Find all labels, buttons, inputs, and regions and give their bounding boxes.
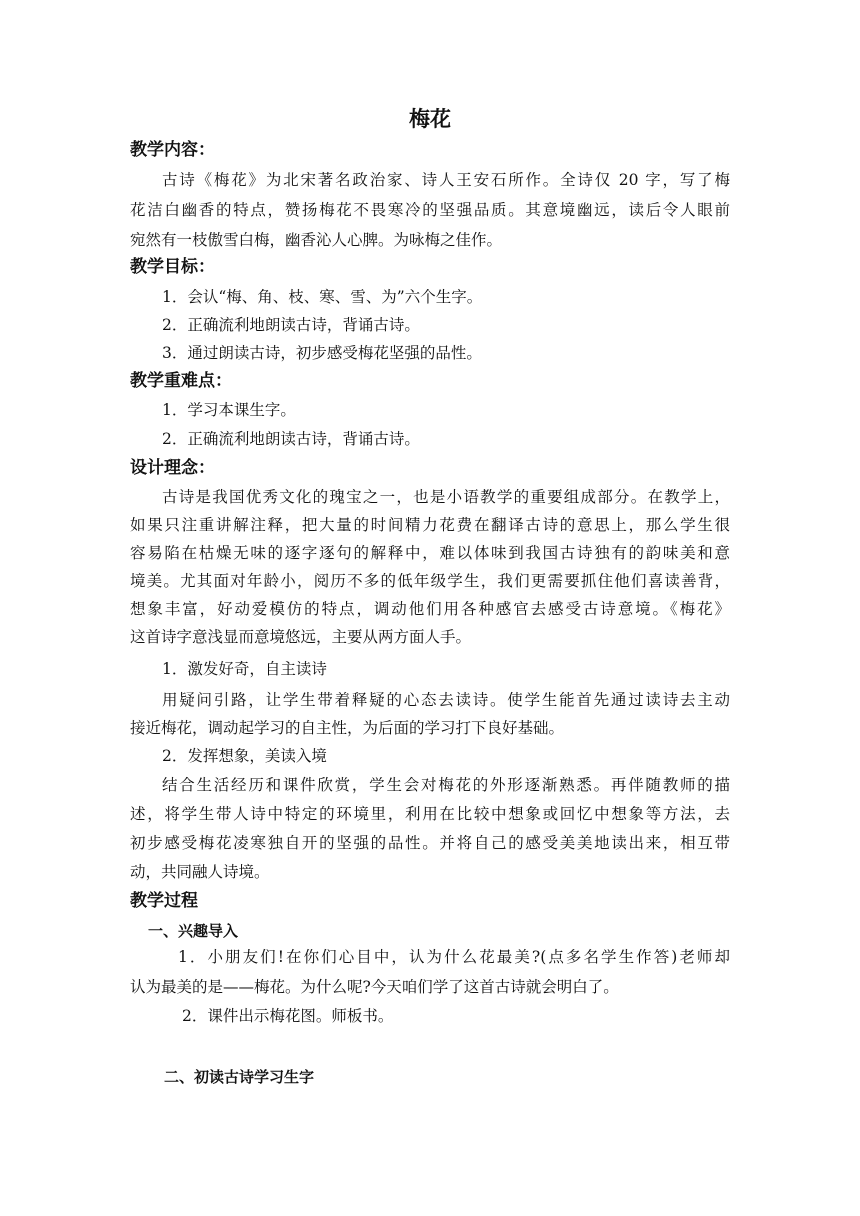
list-item: 2．正确流利地朗读古诗，背诵古诗。 xyxy=(162,430,420,448)
paragraph-line: 想象丰富，好动爱模仿的特点，调动他们用各种感官去感受古诗意境。《梅花》 xyxy=(130,600,730,618)
paragraph-line: 认为最美的是——梅花。为什么呢?今天咱们学了这首古诗就会明白了。 xyxy=(130,978,619,996)
subsection-heading: 一、兴趣导入 xyxy=(148,922,239,940)
section-heading-key-points: 教学重难点： xyxy=(130,371,232,391)
list-item: 2．正确流利地朗读古诗，背诵古诗。 xyxy=(162,316,420,334)
list-item: 1．会认“梅、角、枝、寒、雪、为”六个生字。 xyxy=(162,288,483,306)
list-item: 1．激发好奇，自主读诗 xyxy=(162,660,327,678)
list-item: 3．通过朗读古诗，初步感受梅花坚强的品性。 xyxy=(162,344,482,362)
paragraph-line: 容易陷在枯燥无味的逐字逐句的解释中，难以体味到我国古诗独有的韵味美和意 xyxy=(130,544,730,562)
section-heading-design-concept: 设计理念： xyxy=(130,458,215,478)
paragraph-line: 古诗是我国优秀文化的瑰宝之一，也是小语教学的重要组成部分。在教学上， xyxy=(162,488,730,506)
paragraph-line: 境美。尤其面对年龄小，阅历不多的低年级学生，我们更需要抓住他们喜读善背， xyxy=(130,572,730,590)
paragraph-line: 动，共同融人诗境。 xyxy=(130,863,270,881)
subsection-heading: 二、初读古诗学习生字 xyxy=(164,1068,315,1086)
page-title: 梅花 xyxy=(409,107,451,131)
section-heading-objectives: 教学目标： xyxy=(130,257,215,277)
paragraph-line: 述，将学生带人诗中特定的环境里，利用在比较中想象或回忆中想象等方法，去 xyxy=(130,805,730,823)
section-heading-process: 教学过程 xyxy=(130,891,198,911)
paragraph-line: 1．小朋友们!在你们心目中，认为什么花最美?(点多名学生作答)老师却 xyxy=(178,948,730,966)
paragraph-line: 花洁白幽香的特点，赞扬梅花不畏寒冷的坚强品质。其意境幽远，读后令人眼前 xyxy=(130,201,730,219)
paragraph-line: 古诗《梅花》为北宋著名政治家、诗人王安石所作。全诗仅 20 字，写了梅 xyxy=(162,171,730,189)
paragraph-line: 宛然有一枝傲雪白梅，幽香沁人心脾。为咏梅之佳作。 xyxy=(130,231,503,249)
paragraph-line: 如果只注重讲解注释，把大量的时间精力花费在翻译古诗的意思上，那么学生很 xyxy=(130,516,730,534)
paragraph-line: 这首诗字意浅显而意境悠远，主要从两方面人手。 xyxy=(130,628,472,646)
paragraph-line: 用疑问引路，让学生带着释疑的心态去读诗。使学生能首先通过读诗去主动 xyxy=(162,691,730,709)
paragraph-line: 结合生活经历和课件欣赏，学生会对梅花的外形逐渐熟悉。再伴随教师的描 xyxy=(162,776,730,794)
list-item: 1．学习本课生字。 xyxy=(162,401,296,419)
paragraph-line: 2．课件出示梅花图。师板书。 xyxy=(182,1007,394,1025)
paragraph-line: 初步感受梅花凌寒独自开的坚强的品性。并将自己的感受美美地读出来，相互带 xyxy=(130,834,730,852)
section-heading-content: 教学内容： xyxy=(130,140,215,160)
list-item: 2．发挥想象，美读入境 xyxy=(162,747,327,765)
paragraph-line: 接近梅花，调动起学习的自主性，为后面的学习打下良好基础。 xyxy=(130,719,565,737)
